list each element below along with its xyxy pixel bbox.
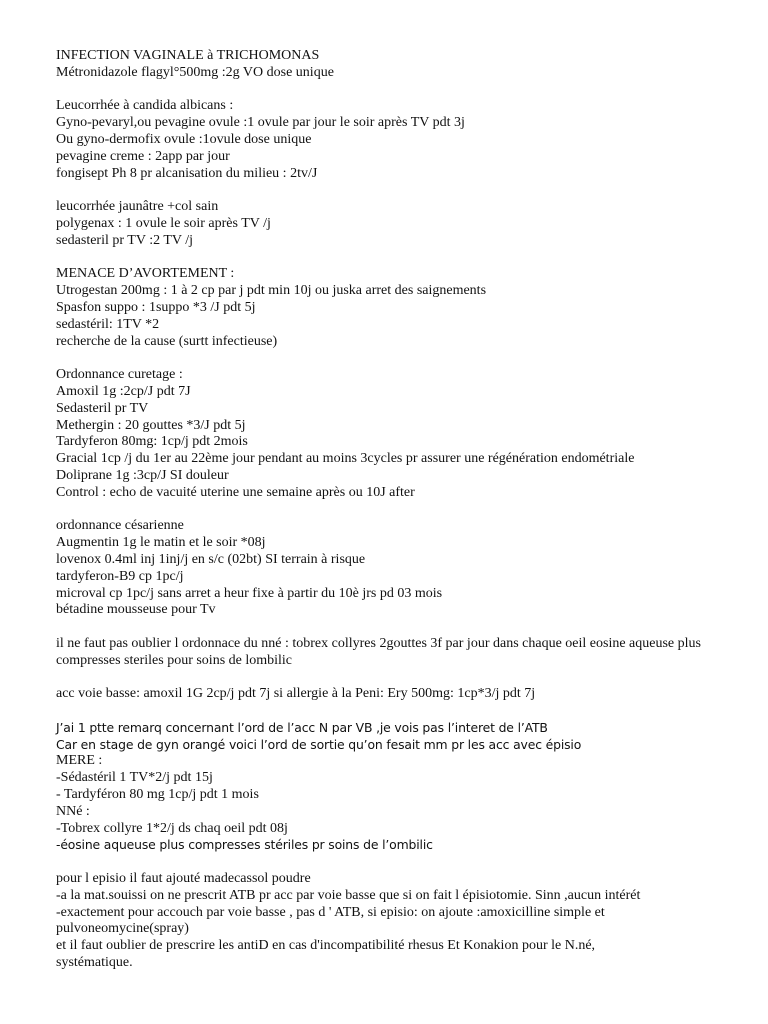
- text-line: -Sédastéril 1 TV*2/j pdt 15j: [56, 770, 213, 786]
- text-line: -éosine aqueuse plus compresses stériles pr soins de l’ombilic: [56, 837, 433, 853]
- section-acc-voie-basse: [56, 686, 736, 703]
- text-line: tardyferon-B9 cp 1pc/j: [56, 568, 184, 584]
- text-line: recherche de la cause (surtt infectieuse): [56, 333, 278, 349]
- text-line: -exactement pour accouch par voie basse , pas d ' ATB, si episio: on ajoute :amoxicilline simple et: [56, 904, 605, 920]
- section-ordonnance-curetage: [56, 367, 736, 501]
- text-line: pevagine creme : 2app par jour: [56, 148, 230, 164]
- section-title: INFECTION VAGINALE à TRICHOMONAS: [56, 48, 320, 63]
- text-line: polygenax : 1 ovule le soir après TV /j: [56, 215, 271, 231]
- text-line: acc voie basse: amoxil 1G 2cp/j pdt 7j si allergie à la Peni: Ery 500mg: 1cp*3/j pdt 7j: [56, 686, 536, 702]
- text-line: Augmentin 1g le matin et le soir *08j: [56, 535, 266, 551]
- text-line: Gyno-pevaryl,ou pevagine ovule :1 ovule par jour le soir après TV pdt 3j: [56, 115, 465, 131]
- text-line: Methergin : 20 gouttes *3/J pdt 5j: [56, 417, 246, 433]
- spacer: [56, 619, 736, 636]
- text-line: MERE :: [56, 753, 103, 769]
- text-line: Métronidazole flagyl°500mg :2g VO dose unique: [56, 64, 334, 80]
- text-line: Spasfon suppo : 1suppo *3 /J pdt 5j: [56, 299, 256, 315]
- text-line: Control : echo de vacuité uterine une semaine après ou 10J after: [56, 484, 415, 500]
- text-line: sedastéril: 1TV *2: [56, 316, 160, 332]
- section-title: MENACE D’AVORTEMENT :: [56, 266, 235, 282]
- text-line: -a la mat.souissi on ne prescrit ATB pr acc par voie basse que si on fait l épisiotomie. Sinn ,aucun intérét: [56, 887, 641, 903]
- section-candida: [56, 98, 736, 182]
- section-episio: [56, 871, 736, 972]
- section-leucorrhee-jaunatre: [56, 199, 736, 249]
- text-line: pour l episio il faut ajouté madecassol poudre: [56, 871, 311, 887]
- section-ordonnance-nne: [56, 636, 736, 670]
- spacer: [56, 502, 736, 519]
- text-line: Tardyferon 80mg: 1cp/j pdt 2mois: [56, 434, 248, 450]
- text-line: Doliprane 1g :3cp/J SI douleur: [56, 467, 229, 483]
- text-line: Utrogestan 200mg : 1 à 2 cp par j pdt min 10j ou juska arret des saignements: [56, 283, 487, 299]
- spacer: [56, 854, 736, 871]
- spacer: [56, 250, 736, 267]
- section-trichomonas: [56, 48, 736, 82]
- text-line: sedasteril pr TV :2 TV /j: [56, 232, 194, 248]
- text-line: bétadine mousseuse pour Tv: [56, 602, 216, 618]
- text-line: Sedasteril pr TV: [56, 400, 149, 416]
- section-remarque: [56, 720, 736, 854]
- text-line: fongisept Ph 8 pr alcanisation du milieu : 2tv/J: [56, 165, 318, 181]
- spacer: [56, 703, 736, 720]
- paragraph: il ne faut pas oublier l ordonnace du nné : tobrex collyres 2gouttes 3f par jour dans chaque oeil eosine aqueuse plus compresses steriles pour soins de lombilic: [56, 635, 701, 668]
- text-line: NNé :: [56, 803, 90, 819]
- spacer: [56, 669, 736, 686]
- section-title: Leucorrhée à candida albicans :: [56, 98, 234, 114]
- text-line: pulvoneomycine(spray): [56, 921, 189, 937]
- text-line: Amoxil 1g :2cp/J pdt 7J: [56, 383, 191, 399]
- section-title: Ordonnance curetage :: [56, 367, 183, 383]
- text-line: lovenox 0.4ml inj 1inj/j en s/c (02bt) SI terrain à risque: [56, 551, 366, 567]
- text-line: Ou gyno-dermofix ovule :1ovule dose unique: [56, 131, 312, 147]
- spacer: [56, 350, 736, 367]
- section-title: leucorrhée jaunâtre +col sain: [56, 199, 219, 215]
- text-line: systématique.: [56, 955, 133, 971]
- text-line: Gracial 1cp /j du 1er au 22ème jour pendant au moins 3cycles pr assurer une régénération endométriale: [56, 451, 635, 467]
- text-line: microval cp 1pc/j sans arret a heur fixe à partir du 10è jrs pd 03 mois: [56, 585, 443, 601]
- text-line: et il faut oublier de prescrire les antiD en cas d'incompatibilité rhesus Et Konakion pour le N.né,: [56, 938, 596, 954]
- spacer: [56, 82, 736, 99]
- text-line: -Tobrex collyre 1*2/j ds chaq oeil pdt 08j: [56, 820, 288, 836]
- section-title: ordonnance césarienne: [56, 518, 184, 534]
- text-line: - Tardyféron 80 mg 1cp/j pdt 1 mois: [56, 787, 259, 803]
- text-line: J’ai 1 ptte remarq concernant l’ord de l’acc N par VB ,je vois pas l’interet de l’ATB: [56, 719, 548, 735]
- document-page: [56, 48, 736, 972]
- text-line: Car en stage de gyn orangé voici l’ord de sortie qu’on fesait mm pr les acc avec épisio: [56, 736, 582, 752]
- section-ordonnance-cesarienne: [56, 518, 736, 619]
- section-menace-avortement: [56, 266, 736, 350]
- spacer: [56, 182, 736, 199]
